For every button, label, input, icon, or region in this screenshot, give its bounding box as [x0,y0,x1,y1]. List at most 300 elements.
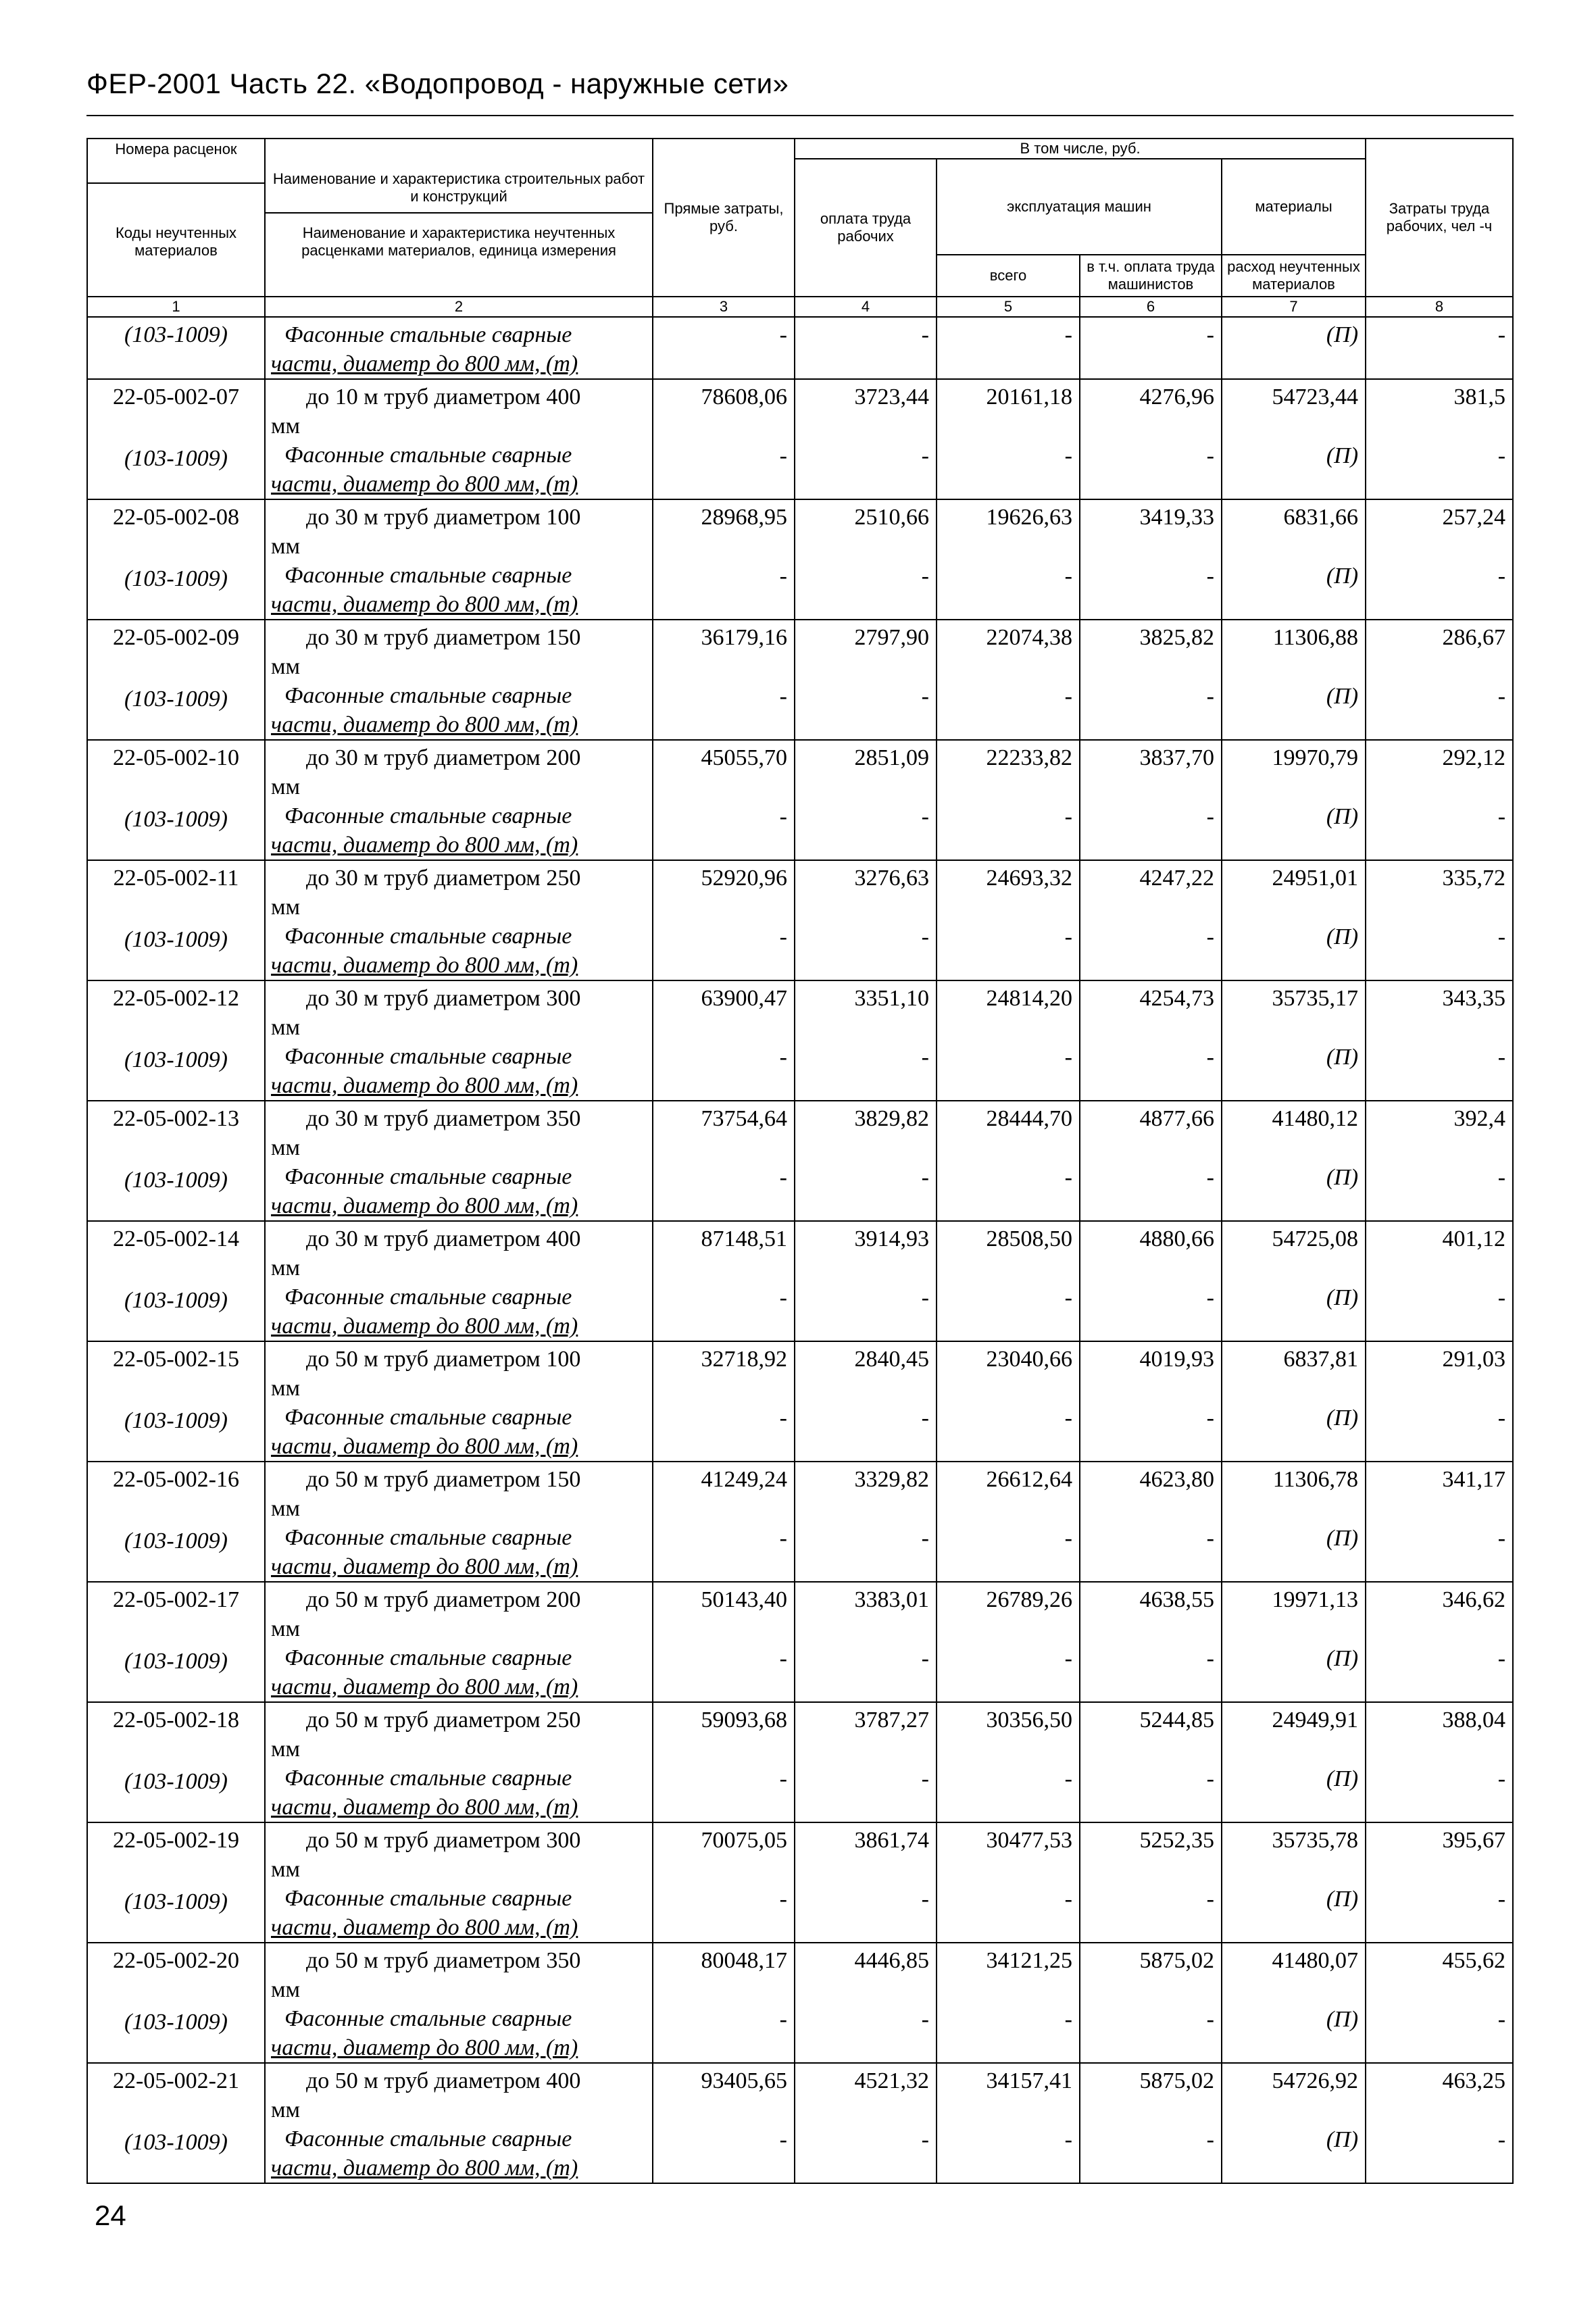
work-name: до 50 м труб диаметром 200 [306,1587,581,1612]
cell-mach-labor: - [1080,317,1222,379]
page-number: 24 [95,2199,126,2231]
material-name-line1: Фасонные стальные сварные [284,2006,572,2031]
cell-hours-material: - [1497,1646,1506,1671]
cell-mach-labor-value: 5875,02 [1139,2068,1214,2093]
cell-direct-material: - [779,2127,787,2152]
rate-description [265,1462,653,1582]
rate-code: 22-05-002-12 [113,986,239,1011]
work-unit: мм [271,1015,301,1040]
cell-direct [653,1943,795,2063]
cell-direct-value: 41249,24 [701,1467,787,1492]
cell-direct-material: - [779,1766,787,1791]
cell-mach-total-value: 34121,25 [986,1948,1072,1973]
cell-direct-value: 36179,16 [701,625,787,650]
cell-labor [795,1582,937,1702]
cell-direct-value: 70075,05 [701,1828,787,1853]
cell-direct [653,860,795,980]
cell-mach-labor-value: 4019,93 [1139,1347,1214,1372]
cell-labor [795,1702,937,1822]
cell-materials [1222,1702,1366,1822]
cell-materials [1222,1462,1366,1582]
cell-hours-material: - [1497,684,1506,709]
cell-direct [653,499,795,620]
cell-mach-labor-material: - [1206,443,1214,468]
header-col2 [265,139,653,297]
rate-description [265,2063,653,2183]
cell-labor [795,1462,937,1582]
work-unit: мм [271,1376,301,1401]
work-name: до 30 м труб диаметром 100 [306,505,581,530]
cell-mach-labor [1080,1702,1222,1822]
rate-code: 22-05-002-19 [113,1828,239,1853]
cell-mach-labor-value: 4247,22 [1139,866,1214,891]
cell-materials [1222,1101,1366,1221]
cell-mach-total-value: 26789,26 [986,1587,1072,1612]
material-name-line2: части, диаметр до 800 мм, (т) [271,1314,578,1339]
material-name-line2: части, диаметр до 800 мм, (т) [271,1674,578,1699]
cell-direct-value: 59093,68 [701,1708,787,1733]
rate-description [265,980,653,1101]
cell-materials-material: (П) [1326,564,1359,589]
cell-mach-total [937,980,1080,1101]
rate-code: 22-05-002-09 [113,625,239,650]
cell-mach-labor-value: 5244,85 [1139,1708,1214,1733]
rate-description [265,1221,653,1341]
cell-materials: (П) [1222,317,1366,379]
cell-materials-material: (П) [1326,2007,1359,2032]
rate-description [265,1702,653,1822]
cell-mach-total [937,740,1080,860]
rate-description [265,860,653,980]
material-name-line2: части, диаметр до 800 мм, (т) [271,351,578,376]
cell-mach-total-value: 24693,32 [986,866,1072,891]
cell-mach-labor [1080,2063,1222,2183]
cell-labor-material: - [921,2127,929,2152]
cell-direct-value: 87148,51 [701,1226,787,1251]
cell-labor-material: - [921,443,929,468]
table-row [87,1101,1513,1221]
material-name-line2: части, диаметр до 800 мм, (т) [271,1915,578,1940]
cell-labor-value: 3276,63 [854,866,929,891]
cell-direct-material: - [779,1165,787,1190]
material-code: (103-1009) [124,927,228,952]
material-name-line2: части, диаметр до 800 мм, (т) [271,953,578,978]
cell-mach-total-material: - [1064,684,1072,709]
cell-direct [653,620,795,740]
cell-direct-material: - [779,1405,787,1430]
rate-code: 22-05-002-17 [113,1587,239,1612]
cell-labor-material: - [921,2007,929,2032]
cell-hours-material: - [1497,1526,1506,1551]
cell-mach-total [937,620,1080,740]
rate-code: 22-05-002-10 [113,745,239,770]
work-name: до 50 м труб диаметром 100 [306,1347,581,1372]
cell-hours [1366,1221,1513,1341]
material-name-line2: части, диаметр до 800 мм, (т) [271,832,578,857]
cell-mach-labor [1080,1462,1222,1582]
cell-hours: - [1366,317,1513,379]
cell-materials-value: 35735,17 [1272,986,1359,1011]
material-name-line1: Фасонные стальные сварные [284,683,572,708]
cell-mach-labor-value: 4254,73 [1139,986,1214,1011]
table-row [87,620,1513,740]
material-code: (103-1009) [124,1047,228,1072]
material-name-line2: части, диаметр до 800 мм, (т) [271,1073,578,1098]
cell-mach-labor-value: 3837,70 [1139,745,1214,770]
material-name-line1: Фасонные стальные сварные [284,1525,572,1550]
cell-hours [1366,860,1513,980]
cell-mach-total [937,1101,1080,1221]
cell-mach-total-material: - [1064,924,1072,949]
rate-code-cell [87,1702,265,1822]
rate-code-cell [87,740,265,860]
cell-direct-value: 45055,70 [701,745,787,770]
rate-code-cell [87,499,265,620]
cell-materials-value: 24951,01 [1272,866,1359,891]
material-name-line2: части, диаметр до 800 мм, (т) [271,592,578,617]
cell-hours-value: 346,62 [1442,1587,1506,1612]
cell-labor [795,620,937,740]
cell-mach-labor-material: - [1206,1045,1214,1070]
cell-hours-material: - [1497,1766,1506,1791]
rate-description [265,1822,653,1943]
material-code: (103-1009) [124,1769,228,1794]
work-name: до 30 м труб диаметром 300 [306,986,581,1011]
cell-labor-material: - [921,1045,929,1070]
cell-materials-material: (П) [1326,443,1359,468]
cell-hours-value: 343,35 [1442,986,1506,1011]
cell-direct [653,2063,795,2183]
cell-labor [795,2063,937,2183]
cell-materials-value: 6837,81 [1283,1347,1359,1372]
cell-labor-material: - [921,1165,929,1190]
material-name-line1: Фасонные стальные сварные [284,1164,572,1189]
cell-hours-value: 286,67 [1442,625,1506,650]
cell-mach-total [937,1462,1080,1582]
material-name-line1: Фасонные стальные сварные [284,322,572,347]
cell-labor-value: 3329,82 [854,1467,929,1492]
column-number: 8 [1366,297,1513,317]
cell-labor-value: 4446,85 [854,1948,929,1973]
cell-direct-value: 80048,17 [701,1948,787,1973]
cell-labor [795,1822,937,1943]
material-description [265,317,653,379]
cell-mach-labor-material: - [1206,1766,1214,1791]
rate-code-cell [87,980,265,1101]
cell-materials-value: 41480,07 [1272,1948,1359,1973]
table-row [87,1702,1513,1822]
cell-labor-material: - [921,1646,929,1671]
cell-mach-total [937,1943,1080,2063]
header-col1-top: Номера расценок [88,139,264,184]
table-row [87,1462,1513,1582]
cell-labor [795,379,937,499]
cell-mach-labor-material: - [1206,1405,1214,1430]
rate-description [265,1582,653,1702]
cell-labor-material: - [921,684,929,709]
cell-materials-value: 54726,92 [1272,2068,1359,2093]
table-row [87,1943,1513,2063]
cell-direct: - [653,317,795,379]
cell-hours-material: - [1497,2007,1506,2032]
cell-mach-labor-value: 3419,33 [1139,505,1214,530]
cell-materials [1222,1822,1366,1943]
cell-direct [653,1582,795,1702]
cell-mach-total [937,1341,1080,1462]
material-name-line1: Фасонные стальные сварные [284,1285,572,1310]
cell-materials-value: 35735,78 [1272,1828,1359,1853]
cell-hours-value: 455,62 [1442,1948,1506,1973]
cell-direct [653,379,795,499]
cell-labor-material: - [921,1285,929,1310]
cell-mach-labor-material: - [1206,804,1214,829]
cell-hours [1366,379,1513,499]
material-name-line1: Фасонные стальные сварные [284,563,572,588]
cell-hours [1366,1341,1513,1462]
material-name-line1: Фасонные стальные сварные [284,1645,572,1670]
column-number-row [87,297,1513,317]
cell-mach-total-value: 26612,64 [986,1467,1072,1492]
material-name-line2: части, диаметр до 800 мм, (т) [271,1795,578,1820]
cell-mach-total-material: - [1064,1887,1072,1912]
cell-hours-material: - [1497,1887,1506,1912]
cell-hours-material: - [1497,1165,1506,1190]
table-row [87,379,1513,499]
material-code: (103-1009) [124,807,228,832]
cell-labor [795,1221,937,1341]
material-code: (103-1009) [124,566,228,591]
cell-direct-material: - [779,924,787,949]
cell-mach-total-material: - [1064,1285,1072,1310]
cell-hours-value: 257,24 [1442,505,1506,530]
cell-materials [1222,980,1366,1101]
material-code: (103-1009) [124,2130,228,2155]
material-name-line1: Фасонные стальные сварные [284,2126,572,2151]
cell-mach-labor-material: - [1206,2007,1214,2032]
cell-direct-material: - [779,1526,787,1551]
work-name: до 30 м труб диаметром 250 [306,866,581,891]
cell-mach-total [937,379,1080,499]
material-name-line1: Фасонные стальные сварные [284,803,572,828]
material-name-line1: Фасонные стальные сварные [284,1405,572,1430]
cell-mach-labor [1080,980,1222,1101]
cell-mach-total-value: 24814,20 [986,986,1072,1011]
rate-description [265,740,653,860]
cell-mach-total-material: - [1064,2127,1072,2152]
rate-code-cell [87,620,265,740]
rate-code-cell [87,1221,265,1341]
material-code: (103-1009) [124,1288,228,1313]
material-code: (103-1009) [124,1408,228,1433]
cell-mach-total-material: - [1064,1165,1072,1190]
cell-hours [1366,1822,1513,1943]
cell-materials-material: (П) [1326,924,1359,949]
rate-code-cell [87,1341,265,1462]
cell-mach-total-value: 23040,66 [986,1347,1072,1372]
rate-code: 22-05-002-14 [113,1226,239,1251]
work-unit: мм [271,1857,301,1882]
cell-materials-value: 19970,79 [1272,745,1359,770]
cell-mach-labor [1080,379,1222,499]
cell-materials-material: (П) [1326,2127,1359,2152]
cell-hours-value: 291,03 [1442,1347,1506,1372]
header-group-all: В том числе, руб. [795,139,1366,159]
cell-materials-material: (П) [1326,804,1359,829]
work-unit: мм [271,1616,301,1641]
header-col3: Прямые затраты, руб. [653,139,795,297]
table-row [87,1221,1513,1341]
rate-code: 22-05-002-07 [113,384,239,409]
work-name: до 50 м труб диаметром 150 [306,1467,581,1492]
material-name-line2: части, диаметр до 800 мм, (т) [271,1434,578,1459]
work-name: до 30 м труб диаметром 350 [306,1106,581,1131]
cell-materials-material: (П) [1326,1526,1359,1551]
material-code: (103-1009) [124,1889,228,1914]
cell-hours-value: 341,17 [1442,1467,1506,1492]
header-col1 [87,139,265,297]
column-number: 6 [1080,297,1222,317]
cell-materials-value: 11306,78 [1272,1467,1359,1492]
cell-labor [795,499,937,620]
cell-mach-labor-material: - [1206,924,1214,949]
cell-hours-value: 335,72 [1442,866,1506,891]
cell-hours-value: 292,12 [1442,745,1506,770]
material-name-line2: части, диаметр до 800 мм, (т) [271,1193,578,1218]
cell-hours [1366,2063,1513,2183]
cell-mach-labor-material: - [1206,1165,1214,1190]
cell-materials [1222,620,1366,740]
cell-hours-material: - [1497,1405,1506,1430]
cell-direct-value: 63900,47 [701,986,787,1011]
cell-mach-total-value: 22233,82 [986,745,1072,770]
cell-labor-value: 3914,93 [854,1226,929,1251]
cell-direct-material: - [779,1646,787,1671]
work-unit: мм [271,1496,301,1521]
work-unit: мм [271,2097,301,2122]
cell-direct [653,1462,795,1582]
cell-hours [1366,980,1513,1101]
rate-code: 22-05-002-13 [113,1106,239,1131]
cell-mach-labor-material: - [1206,1285,1214,1310]
cell-direct-value: 32718,92 [701,1347,787,1372]
cell-mach-labor-value: 4877,66 [1139,1106,1214,1131]
cell-mach-labor [1080,1582,1222,1702]
cell-mach-labor-material: - [1206,684,1214,709]
cell-labor-value: 3351,10 [854,986,929,1011]
cell-mach-total [937,1221,1080,1341]
cell-materials-material: (П) [1326,1887,1359,1912]
material-code: (103-1009) [87,317,265,379]
cell-materials [1222,1221,1366,1341]
header-group-machines: эксплуатация машин [937,159,1222,255]
work-unit: мм [271,1135,301,1160]
cell-direct [653,1221,795,1341]
cell-labor-material: - [921,564,929,589]
cell-mach-labor-value: 4276,96 [1139,384,1214,409]
work-name: до 50 м труб диаметром 350 [306,1948,581,1973]
material-name-line2: части, диаметр до 800 мм, (т) [271,712,578,737]
rate-code-cell [87,1101,265,1221]
cell-hours [1366,1702,1513,1822]
rate-code: 22-05-002-16 [113,1467,239,1492]
cell-direct-material: - [779,443,787,468]
table-row [87,2063,1513,2183]
cell-direct [653,1822,795,1943]
cell-materials-value: 19971,13 [1272,1587,1359,1612]
cell-mach-total-value: 22074,38 [986,625,1072,650]
cell-direct-value: 28968,95 [701,505,787,530]
cell-mach-labor [1080,1943,1222,2063]
cell-mach-labor-material: - [1206,1887,1214,1912]
material-code: (103-1009) [124,1168,228,1193]
material-code: (103-1009) [124,1649,228,1674]
table-row [87,740,1513,860]
cell-materials-value: 54725,08 [1272,1226,1359,1251]
cell-hours-value: 388,04 [1442,1708,1506,1733]
cell-hours-value: 392,4 [1453,1106,1506,1131]
cell-mach-labor-value: 3825,82 [1139,625,1214,650]
column-number: 7 [1222,297,1366,317]
cell-direct-material: - [779,2007,787,2032]
cell-direct-value: 93405,65 [701,2068,787,2093]
table-row [87,1341,1513,1462]
cell-mach-total [937,1702,1080,1822]
cell-labor-value: 4521,32 [854,2068,929,2093]
cell-labor-value: 2840,45 [854,1347,929,1372]
cell-mach-total-material: - [1064,2007,1072,2032]
cell-direct-material: - [779,564,787,589]
rate-code: 22-05-002-20 [113,1948,239,1973]
cell-labor-value: 3829,82 [854,1106,929,1131]
rate-code: 22-05-002-15 [113,1347,239,1372]
cell-direct-material: - [779,1045,787,1070]
cell-mach-labor [1080,1101,1222,1221]
cell-hours-material: - [1497,1045,1506,1070]
cell-mach-labor [1080,1341,1222,1462]
cell-materials-material: (П) [1326,1405,1359,1430]
header-row-1 [87,139,1513,159]
cell-mach-labor [1080,1221,1222,1341]
rate-code: 22-05-002-11 [113,866,239,891]
cell-labor-value: 3861,74 [854,1828,929,1853]
cell-mach-labor-material: - [1206,564,1214,589]
cell-labor-material: - [921,1405,929,1430]
material-name-line2: части, диаметр до 800 мм, (т) [271,1554,578,1579]
cell-direct [653,980,795,1101]
cell-labor [795,1341,937,1462]
cell-direct-material: - [779,684,787,709]
rate-code-cell [87,860,265,980]
cell-labor-material: - [921,1526,929,1551]
cell-materials [1222,1582,1366,1702]
work-unit: мм [271,1977,301,2002]
cell-materials [1222,860,1366,980]
cell-mach-labor [1080,740,1222,860]
cell-mach-total-value: 20161,18 [986,384,1072,409]
title-divider [86,115,1514,116]
cell-direct-value: 52920,96 [701,866,787,891]
rate-code-cell [87,379,265,499]
cell-labor [795,860,937,980]
rate-description [265,1341,653,1462]
header-col5: всего [937,255,1080,297]
cell-mach-labor [1080,499,1222,620]
cell-materials [1222,1943,1366,2063]
work-name: до 50 м труб диаметром 250 [306,1708,581,1733]
cell-labor-material: - [921,924,929,949]
cell-mach-total-value: 28444,70 [986,1106,1072,1131]
cell-materials-value: 6831,66 [1283,505,1359,530]
